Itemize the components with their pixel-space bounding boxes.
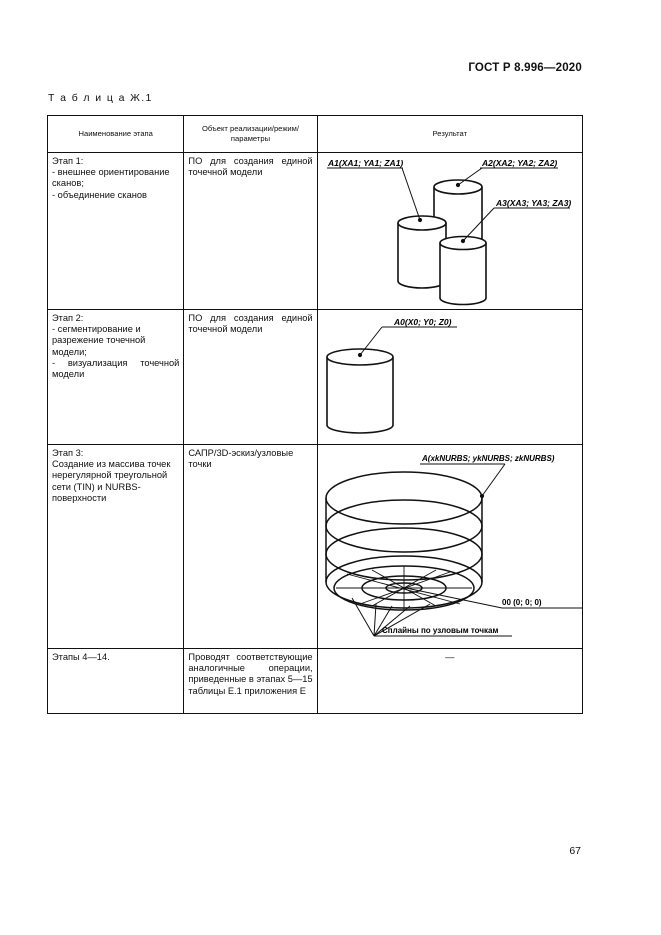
table-header-row <box>48 116 583 153</box>
result-cell <box>317 153 582 310</box>
stage-cell <box>48 445 184 649</box>
point-label-a1: A1(XA1; YA1; ZA1) <box>327 158 403 168</box>
stage-line: - внешнее ориентирование сканов; <box>52 167 170 189</box>
page-number: 67 <box>569 845 581 857</box>
stage-line: - сегментирование и разрежение точечной модели; <box>52 324 146 357</box>
object-cell: Проводят соответствующие аналогичные операции, приведенные в этапах 5—15 таблицы Е.1 приложения Е <box>184 649 317 714</box>
stage-line: - объединение сканов <box>52 189 147 200</box>
stage-cell <box>48 153 184 310</box>
table-row <box>48 310 583 445</box>
result-cell <box>317 445 582 649</box>
splines-label: Сплайны по узловым точкам <box>381 626 498 635</box>
column-header-result: Результат <box>317 116 582 153</box>
point-label-a2: A2(XA2; YA2; ZA2) <box>481 158 557 168</box>
origin-label: 00 (0; 0; 0) <box>501 598 542 607</box>
column-header-object: Объект реализации/режим/ параметры <box>184 116 317 153</box>
table-row <box>48 445 583 649</box>
object-cell: ПО для создания единой точечной модели <box>184 153 317 310</box>
stage-title: Этап 1: <box>52 156 84 166</box>
table-row <box>48 649 583 714</box>
standard-header: ГОСТ Р 8.996—2020 <box>468 62 582 74</box>
point-label-node: A(xkNURBS; ykNURBS; zkNURBS) <box>421 454 555 463</box>
stage-title: Этап 3: <box>52 448 84 458</box>
point-label-a0: A0(X0; Y0; Z0) <box>393 317 452 327</box>
stage-cell <box>48 310 184 445</box>
nurbs-surface-figure <box>322 448 583 645</box>
stage-line: Создание из массива точек нерегулярной треугольной сети (TIN) и NURBS-поверхности <box>52 459 171 503</box>
table-caption: Т а б л и ц а Ж.1 <box>48 92 153 104</box>
point-label-a3: A3(XA3; YA3; ZA3) <box>495 198 571 208</box>
column-header-stage: Наименование этапа <box>48 116 184 153</box>
stages-table <box>47 115 583 714</box>
object-cell: ПО для создания единой точечной модели <box>184 310 317 445</box>
stage-cell: Этапы 4—14. <box>48 649 184 714</box>
object-cell: САПР/3D-эскиз/узловые точки <box>184 445 317 649</box>
stage-title: Этап 2: <box>52 313 84 323</box>
result-cell <box>317 310 582 445</box>
single-cylinder-figure <box>322 313 583 441</box>
stage-line: - визуализация точечной модели <box>52 357 180 380</box>
three-cylinders-figure <box>322 156 583 306</box>
result-cell: — <box>317 649 582 714</box>
table-row <box>48 153 583 310</box>
